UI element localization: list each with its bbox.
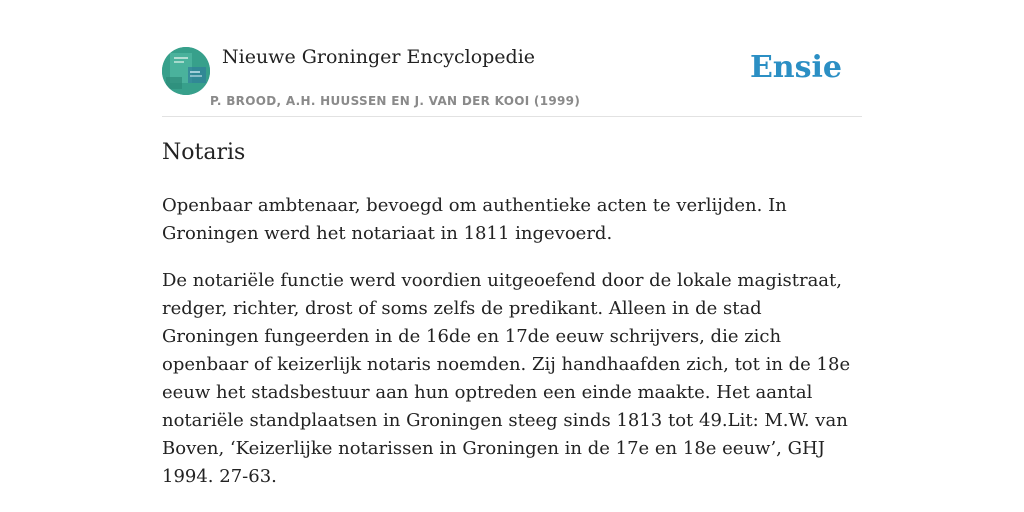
ensie-logo[interactable]: Ensie: [749, 50, 842, 85]
source-header: [162, 0, 862, 117]
book-cover-icon[interactable]: [162, 47, 210, 95]
entry-title: Notaris: [162, 140, 246, 165]
definition-paragraph: Openbaar ambtenaar, bevoegd om authentieke acten te verlijden. In Groningen werd het notariaat in 1811 ingevoerd.: [162, 195, 787, 244]
authors-line: P. BROOD, A.H. HUUSSEN EN J. VAN DER KOOI (1999): [210, 94, 581, 108]
page-container: [162, 0, 862, 487]
source-title[interactable]: Nieuwe Groninger Encyclopedie: [222, 46, 536, 68]
body-paragraph: De notariële functie werd voordien uitgeoefend door de lokale magistraat, redger, richter, drost of soms zelfs de predikant. Alleen in de stad Groningen fungeerden in de 16de en 17de eeuw schrijvers, die zich openbaar of keizerlijk notaris noemden. Zij handhaafden zich, tot in de 18e eeuw het stadsbestuur aan hun optreden een einde maakte. Het aantal notariële standplaatsen in Groningen steeg sinds 1813 tot 49.Lit: M.W. van Boven, ‘Keizerlijke notarissen in Groningen in de 17e en 18e eeuw’, GHJ 1994. 27-63.: [162, 270, 851, 487]
